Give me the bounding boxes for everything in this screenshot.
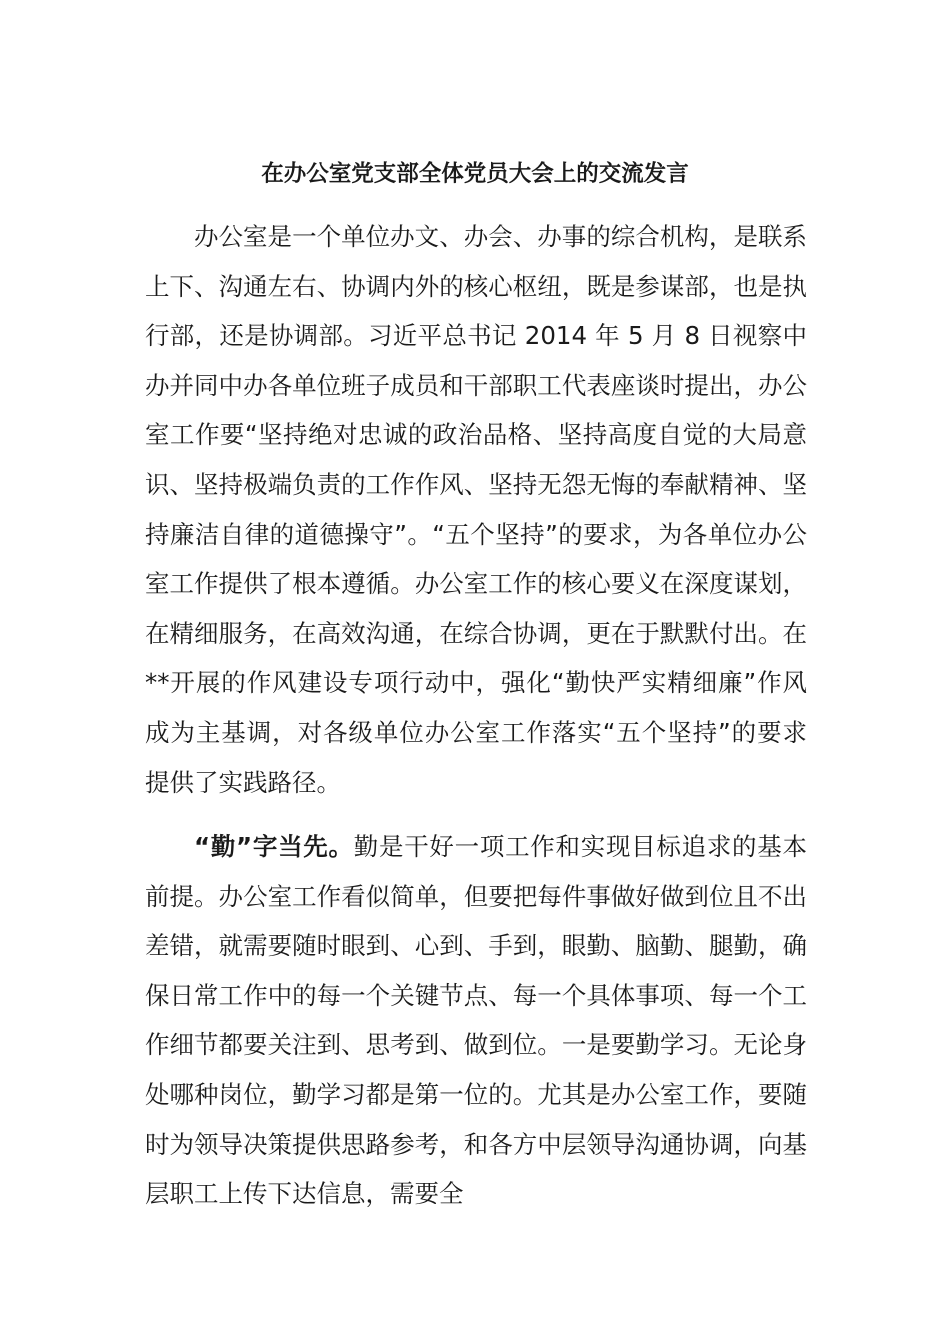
paragraph-body: 勤是干好一项工作和实现目标追求的基本前提。办公室工作看似简单，但要把每件事做好做到位且不出差错，就需要随时眼到、心到、手到，眼勤、脑勤、腿勤，确保日常工作中的每一个关键节点、每一个具体事项、每一个工作细节都要关注到、思考到、做到位。一是要勤学习。无论身处哪种岗位，勤学习都是第一位的。尤其是办公室工作，要随时为领导决策提供思路参考，和各方中层领导沟通协调，向基层职工上传下达信息，需要全: [145, 832, 807, 1209]
paragraph-body: 办公室是一个单位办文、办会、办事的综合机构，是联系上下、沟通左右、协调内外的核心枢纽，既是参谋部，也是执行部，还是协调部。习近平总书记 2014 年 5 月 8 日视察中办并同中办各单位班子成员和干部职工代表座谈时提出，办公室工作要“坚持绝对忠诚的政治品格、坚持高度自觉的大局意识、坚持极端负责的工作作风、坚持无怨无悔的奉献精神、坚持廉洁自律的道德操守”。“五个坚持”的要求，为各单位办公室工作提供了根本遵循。办公室工作的核心要义在深度谋划，在精细服务，在高效沟通，在综合协调，更在于默默付出。在**开展的作风建设专项行动中，强化“勤快严实精细廉”作风成为主基调，对各级单位办公室工作落实“五个坚持”的要求提供了实践路径。: [145, 222, 807, 797]
paragraph-intro: [145, 212, 807, 807]
paragraph-diligence: [145, 822, 807, 1219]
document-title: 在办公室党支部全体党员大会上的交流发言: [261, 161, 689, 187]
paragraph-lead: “勤”字当先。: [194, 832, 354, 861]
